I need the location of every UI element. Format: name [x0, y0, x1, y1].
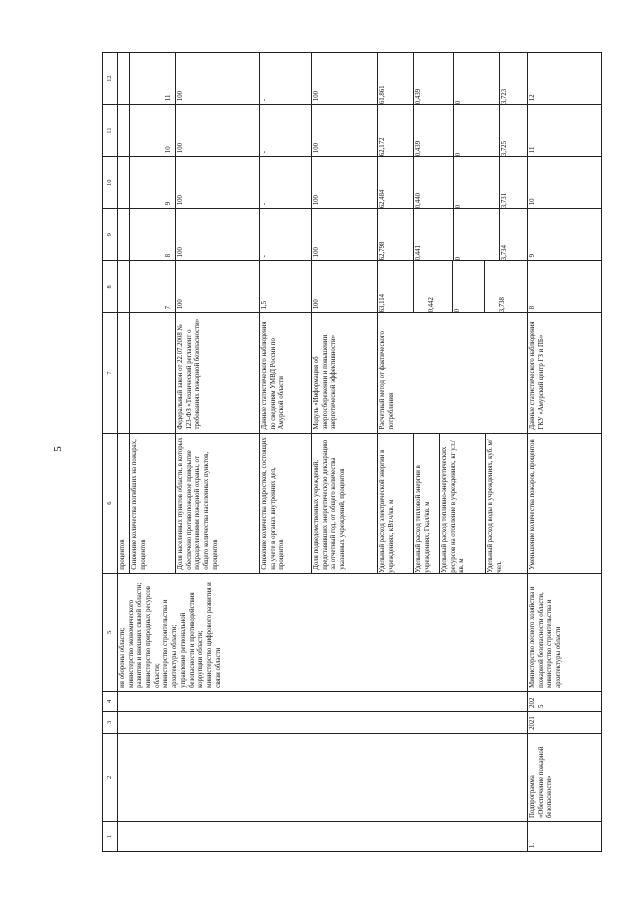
header-cell: 12: [103, 53, 118, 105]
energy-value: 0: [454, 105, 500, 156]
cell-indicator: процентов: [118, 433, 130, 573]
header-cell: 2: [103, 733, 118, 821]
cell-value: 8: [528, 261, 602, 313]
cell-value: 1,5: [260, 261, 312, 313]
cell-value: 11: [528, 105, 602, 157]
cell-source: Расчетный метод от фактического потребления: [378, 313, 528, 433]
cell-indicator: Доля населенных пунктов области, в которых обеспечено противопожарное прикрытие подразделениями пожарной охраны, от общего количества населенных пунктов, процентов: [176, 433, 260, 573]
subprogram-row: [528, 53, 602, 852]
cell-year-end: [118, 691, 528, 711]
energy-value: 3,734: [501, 245, 508, 261]
cell-value: 100: [312, 105, 378, 157]
cell-indicator: Уменьшение количества пожаров, процентов: [528, 433, 602, 573]
cell-value: [118, 105, 130, 157]
cell-indicator: Доля подведомственных учреждений, представивших энергетическую декларацию за отчетный год, от общего количества указанных учреждений, процентов: [312, 433, 378, 573]
energy-value: 0,440: [414, 157, 454, 208]
energy-value: 61,861: [378, 53, 414, 104]
cell-value-group: [378, 261, 528, 313]
cell-indicator: Снижение количества погибших на пожарах, процентов: [130, 433, 176, 573]
cell-value: 100: [176, 261, 260, 313]
cell-value: [118, 209, 130, 261]
cell-value: 100: [312, 261, 378, 313]
cell-value: 9: [130, 157, 176, 209]
cell-value: 12: [528, 53, 602, 105]
energy-value: 0: [453, 261, 485, 312]
header-cell: 6: [103, 433, 118, 573]
page-number: 5: [51, 446, 64, 452]
cell-year-start: [118, 711, 528, 733]
cell-indicator-group: [378, 433, 528, 573]
rotated-table-container: [102, 52, 602, 852]
cell-num: [118, 821, 528, 851]
energy-indicator: Удельный расход тепловой энергии в учреждениях, Гкал/кв. м: [414, 434, 440, 573]
energy-indicator: Удельный расход электрической энергии в учреждениях, кВт.ч/кв. м: [378, 434, 414, 573]
energy-value: 0: [454, 53, 500, 104]
cell-source: Федеральный закон от 22.07.2008 № 123-ФЗ «Технический регламент о требованиях пожарной безопасности»: [176, 313, 260, 433]
cell-value: -: [260, 209, 312, 261]
cell-value: 100: [312, 53, 378, 105]
cell-source: [130, 313, 176, 433]
cell-value: 10: [528, 157, 602, 209]
cell-name: [118, 733, 528, 821]
energy-value: 0: [454, 157, 500, 208]
cell-num: 1.: [528, 821, 602, 851]
cell-value: 7: [130, 261, 176, 313]
cell-value-group: [378, 105, 528, 157]
cell-year-start: 2021: [528, 711, 602, 733]
header-cell: 3: [103, 711, 118, 733]
cell-value: -: [260, 157, 312, 209]
cell-year-end: 2025: [528, 691, 602, 711]
cell-value: 10: [130, 105, 176, 157]
header-cell: 5: [103, 573, 118, 691]
header-cell: 1: [103, 821, 118, 851]
cell-source: Модуль «Информация об энергосбережении и повышении энергетической эффективности»: [312, 313, 378, 433]
cell-name: Подпрограмма «Обеспечение пожарной безопасности»: [528, 733, 602, 821]
cell-value: 100: [176, 53, 260, 105]
header-cell: 8: [103, 261, 118, 313]
energy-value: 0,439: [414, 53, 454, 104]
energy-value: 3,731: [501, 192, 508, 209]
cell-executors: Министерство лесного хозяйства и пожарной безопасности области, министерство строительства и архитектуры области: [528, 573, 602, 691]
energy-value: 62,798: [378, 209, 414, 260]
energy-value: 3,738: [499, 297, 506, 313]
energy-indicator: Удельный расход воды в учреждениях, куб. м/чел.: [487, 439, 503, 573]
cell-source: [118, 313, 130, 433]
cell-value-group: [378, 157, 528, 209]
header-row: [103, 53, 118, 852]
cell-source: Данные статистического наблюдения ГКУ «Амурский центр ГЗ и ПБ»: [528, 313, 602, 433]
energy-value: 63,114: [378, 261, 414, 312]
cell-value: 9: [528, 209, 602, 261]
cell-value: [118, 53, 130, 105]
energy-value: 3,725: [501, 140, 508, 157]
energy-value: 62,484: [378, 157, 414, 208]
cell-source: Данные статистического наблюдения по сведениям УМВД России по Амурской области: [260, 313, 312, 433]
energy-value: 0,441: [414, 209, 454, 260]
cell-value-group: [378, 209, 528, 261]
energy-indicator: Удельный расход топливно-энергетических ресурсов на отопление в учреждениях, кг у.т./кв. м: [440, 434, 486, 573]
energy-value: 3,723: [501, 88, 508, 105]
cell-value: 100: [176, 209, 260, 261]
energy-value: 0: [454, 209, 500, 260]
cell-value: 100: [176, 105, 260, 157]
cell-value: -: [260, 105, 312, 157]
energy-value: 0,442: [414, 261, 453, 312]
table-row: [118, 53, 130, 852]
energy-value: 0,439: [414, 105, 454, 156]
cell-indicator: Снижение количества подростков, состоящих на учете в органах внутренних дел, процентов: [260, 433, 312, 573]
cell-value: 11: [130, 53, 176, 105]
cell-value: [118, 261, 130, 313]
cell-value: 100: [176, 157, 260, 209]
header-cell: 4: [103, 691, 118, 711]
header-cell: 7: [103, 313, 118, 433]
cell-value-group: [378, 53, 528, 105]
cell-value: -: [260, 53, 312, 105]
cell-value: 100: [312, 209, 378, 261]
cell-value: 100: [312, 157, 378, 209]
header-cell: 10: [103, 157, 118, 209]
header-cell: 9: [103, 209, 118, 261]
cell-value: [118, 157, 130, 209]
header-cell: 11: [103, 105, 118, 157]
energy-value: 62,172: [378, 105, 414, 156]
cell-executors: ия обороны области; министерство экономического развития и внешних связей области; министерство природных ресурсов области; министерство строительства и архитектуры области; управление региональной безопасности и противодействия коррупции области; министерство цифрового развития и связи области: [118, 573, 528, 691]
indicators-table: [102, 52, 602, 852]
cell-value: 8: [130, 209, 176, 261]
